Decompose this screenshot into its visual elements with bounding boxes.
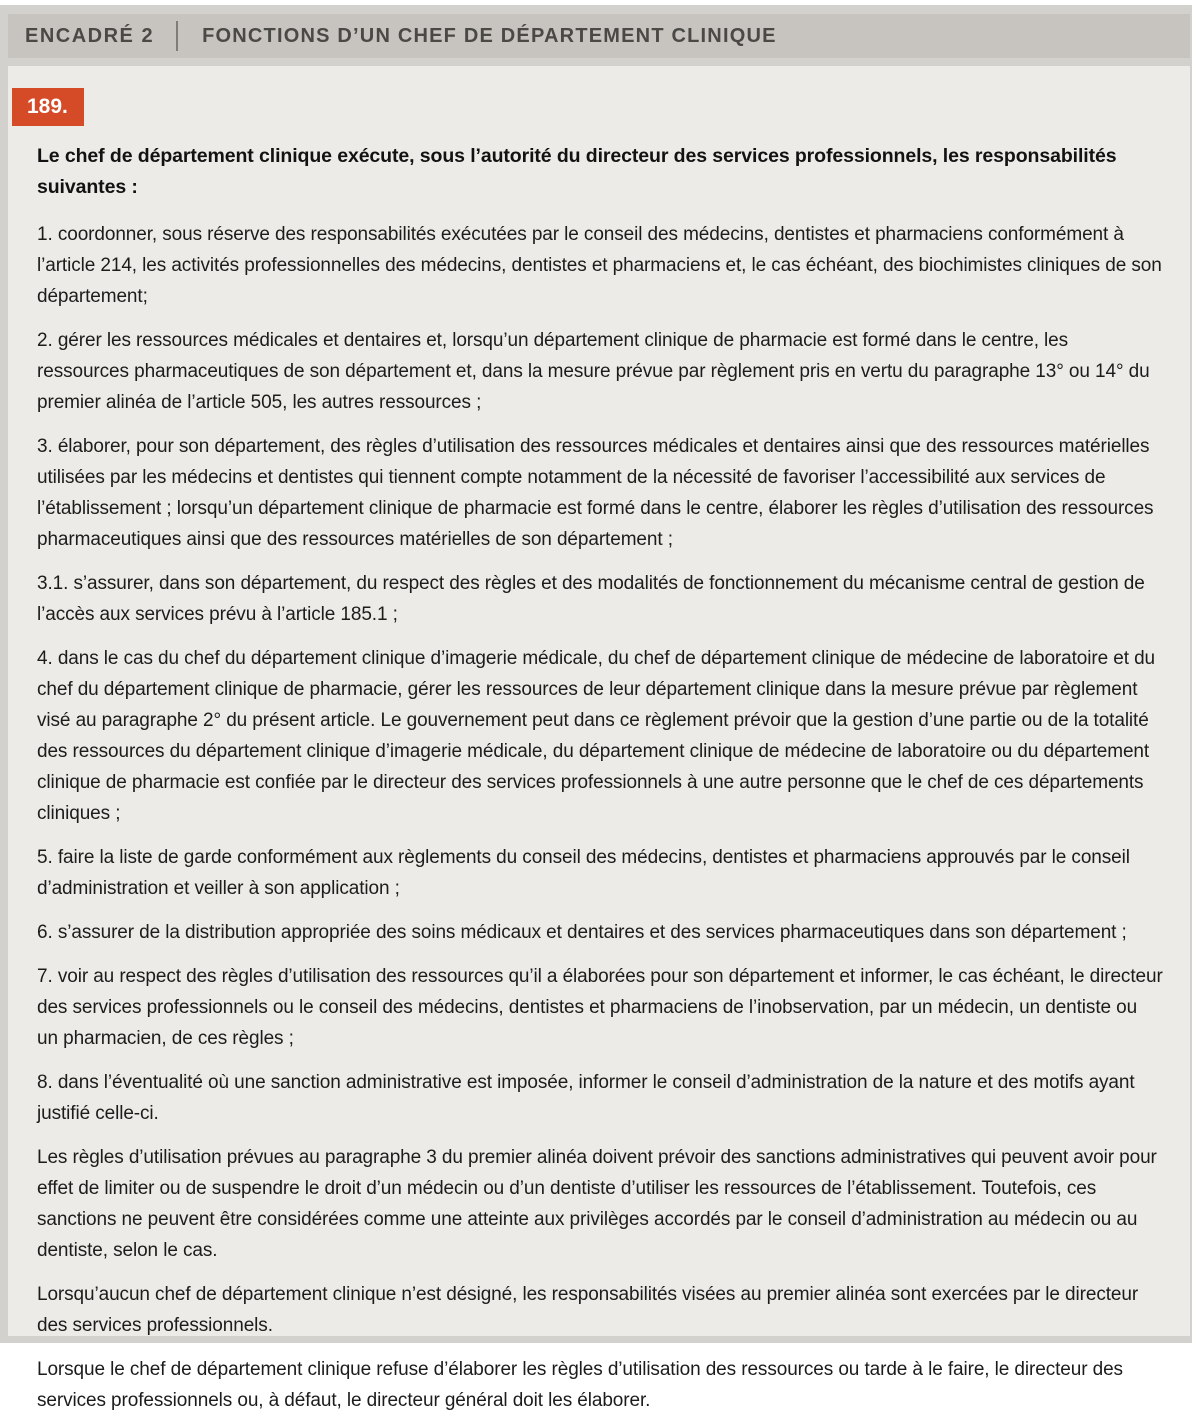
article-number-badge: 189. <box>12 88 84 126</box>
article-item-3: 3. élaborer, pour son département, des règles d’utilisation des ressources médicales et dentaires ainsi que des ressources matérielles utilisées par les médecins et dentistes qui tiennent compte notamment de la nécessité de favoriser l’accessibilité aux services de l’établissement ; lorsqu’un département clinique de pharmacie est formé dans le centre, élaborer les règles d’utilisation des ressources pharmaceutiques ainsi que des ressources matérielles de son département ; <box>37 436 1154 550</box>
article-item-7: 7. voir au respect des règles d’utilisation des ressources qu’il a élaborées pour son département et informer, le cas échéant, le directeur des services professionnels ou le conseil des médecins, dentistes et pharmaciens de l’inobservation, par un médecin, un dentiste ou un pharmacien, de ces règles ; <box>37 966 1163 1049</box>
article-item-2: 2. gérer les ressources médicales et dentaires et, lorsqu’un département clinique de pharmacie est formé dans le centre, les ressources pharmaceutiques de son département et, dans la mesure prévue par règlement pris en vertu du paragraphe 13° ou 14° du premier alinéa de l’article 505, les autres ressources ; <box>37 330 1150 413</box>
article-closing-paragraph-3: Lorsque le chef de département clinique refuse d’élaborer les règles d’utilisation des ressources ou tarde à le faire, le directeur des services professionnels ou, à défaut, le directeur général doit les élaborer. <box>37 1359 1123 1411</box>
article-item-8: 8. dans l’éventualité où une sanction administrative est imposée, informer le conseil d’administration de la nature et des motifs ayant justifié celle-ci. <box>37 1072 1135 1124</box>
encadre-label: ENCADRÉ 2 <box>25 24 155 47</box>
encadre-header-bar <box>8 14 1190 58</box>
article-closing-paragraph-1: Les règles d’utilisation prévues au paragraphe 3 du premier alinéa doivent prévoir des sanctions administratives qui peuvent avoir pour effet de limiter ou de suspendre le droit d’un médecin ou d’un dentiste d’utiliser les ressources de l’établissement. Toutefois, ces sanctions ne peuvent être considérées comme une atteinte aux privilèges accordés par le conseil d’administration au médecin ou au dentiste, selon le cas. <box>37 1147 1157 1261</box>
article-item-3-1: 3.1. s’assurer, dans son département, du respect des règles et des modalités de fonctionnement du mécanisme central de gestion de l’accès aux services prévu à l’article 185.1 ; <box>37 573 1145 625</box>
article-item-1: 1. coordonner, sous réserve des responsabilités exécutées par le conseil des médecins, dentistes et pharmaciens conformément à l’article 214, les activités professionnelles des médecins, dentistes et pharmaciens et, le cas échéant, des biochimistes cliniques de son département; <box>37 224 1162 307</box>
article-item-5: 5. faire la liste de garde conformément aux règlements du conseil des médecins, dentistes et pharmaciens approuvés par le conseil d’administration et veiller à son application ; <box>37 847 1130 899</box>
article-closing-paragraph-2: Lorsqu’aucun chef de département clinique n’est désigné, les responsabilités visées au premier alinéa sont exercées par le directeur des services professionnels. <box>37 1284 1139 1336</box>
encadre-box <box>0 5 1192 1411</box>
header-divider <box>176 21 178 51</box>
article-item-6: 6. s’assurer de la distribution appropriée des soins médicaux et dentaires et des services pharmaceutiques dans son département ; <box>37 922 1127 943</box>
article-intro: Le chef de département clinique exécute, sous l’autorité du directeur des services professionnels, les responsabilités suivantes : <box>37 145 1117 198</box>
encadre-content <box>8 66 1190 1411</box>
article-item-4: 4. dans le cas du chef du département clinique d’imagerie médicale, du chef de département clinique de médecine de laboratoire et du chef du département clinique de pharmacie, gérer les ressources de leur département clinique dans la mesure prévue par règlement visé au paragraphe 2° du présent article. Le gouvernement peut dans ce règlement prévoir que la gestion d’une partie ou de la totalité des ressources du département clinique d’imagerie médicale, du département clinique de médecine de laboratoire ou du département clinique de pharmacie est confiée par le directeur des services professionnels à une autre personne que le chef de ces départements cliniques ; <box>37 648 1156 824</box>
encadre-title: FONCTIONS D’UN CHEF DE DÉPARTEMENT CLINIQUE <box>202 24 777 47</box>
